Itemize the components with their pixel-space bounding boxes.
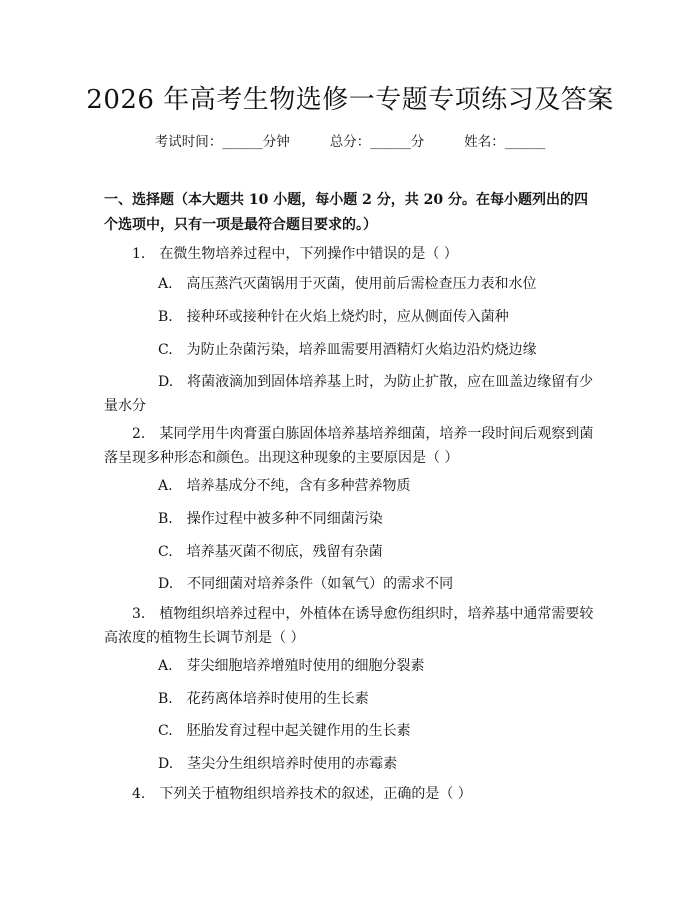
question-3-option-d: D. 茎尖分生组织培养时使用的赤霉素 bbox=[158, 756, 398, 772]
question-4-text: 4. 下列关于植物组织培养技术的叙述，正确的是（ ） bbox=[132, 786, 472, 802]
question-2-option-c: C. 培养基灭菌不彻底，残留有杂菌 bbox=[158, 544, 383, 560]
page-title: 2026 年高考生物选修一专题专项练习及答案 bbox=[86, 85, 614, 115]
question-1 bbox=[104, 242, 599, 266]
section-heading: 一、选择题（本大题共 10 小题，每小题 2 分，共 20 分。在每小题列出的四个选项中，只有一项是最符合题目要求的。） bbox=[104, 192, 588, 233]
question-1-option-c: C. 为防止杂菌污染，培养皿需要用酒精灯火焰边沿灼烧边缘 bbox=[158, 342, 537, 358]
exam-time-field: 考试时间：______分钟 bbox=[154, 134, 290, 150]
question-1-option-d: D. 将菌液滴加到固体培养基上时，为防止扩散，应在皿盖边缘留有少量水分 bbox=[104, 374, 594, 414]
question-2-text: 2. 某同学用牛肉膏蛋白胨固体培养基培养细菌，培养一段时间后观察到菌落呈现多种形态和颜色。出现这种现象的主要原因是（ ） bbox=[104, 426, 594, 466]
question-3-option-c: C. 胚胎发育过程中起关键作用的生长素 bbox=[158, 723, 411, 739]
question-3 bbox=[104, 602, 599, 650]
question-2-option-a: A. 培养基成分不纯，含有多种营养物质 bbox=[158, 478, 411, 494]
question-3-option-a: A. 芽尖细胞培养增殖时使用的细胞分裂素 bbox=[158, 658, 425, 674]
total-score-field: 总分：______分 bbox=[329, 134, 425, 150]
question-2 bbox=[104, 422, 599, 470]
question-1-option-b: B. 接种环或接种针在火焰上烧灼时，应从侧面传入菌种 bbox=[158, 309, 509, 325]
question-2-option-d: D. 不同细菌对培养条件（如氧气）的需求不同 bbox=[158, 576, 454, 592]
question-1-text: 1. 在微生物培养过程中，下列操作中错误的是（ ） bbox=[132, 246, 458, 262]
question-3-option-b: B. 花药离体培养时使用的生长素 bbox=[158, 691, 369, 707]
student-name-field: 姓名：______ bbox=[464, 134, 546, 150]
question-4 bbox=[104, 782, 599, 806]
question-1-option-a: A. 高压蒸汽灭菌锅用于灭菌，使用前后需检查压力表和水位 bbox=[158, 276, 537, 292]
question-3-text: 3. 植物组织培养过程中，外植体在诱导愈伤组织时，培养基中通常需要较高浓度的植物生长调节剂是（ ） bbox=[104, 606, 594, 646]
exam-info-line bbox=[0, 132, 700, 152]
question-2-option-b: B. 操作过程中被多种不同细菌污染 bbox=[158, 511, 383, 527]
